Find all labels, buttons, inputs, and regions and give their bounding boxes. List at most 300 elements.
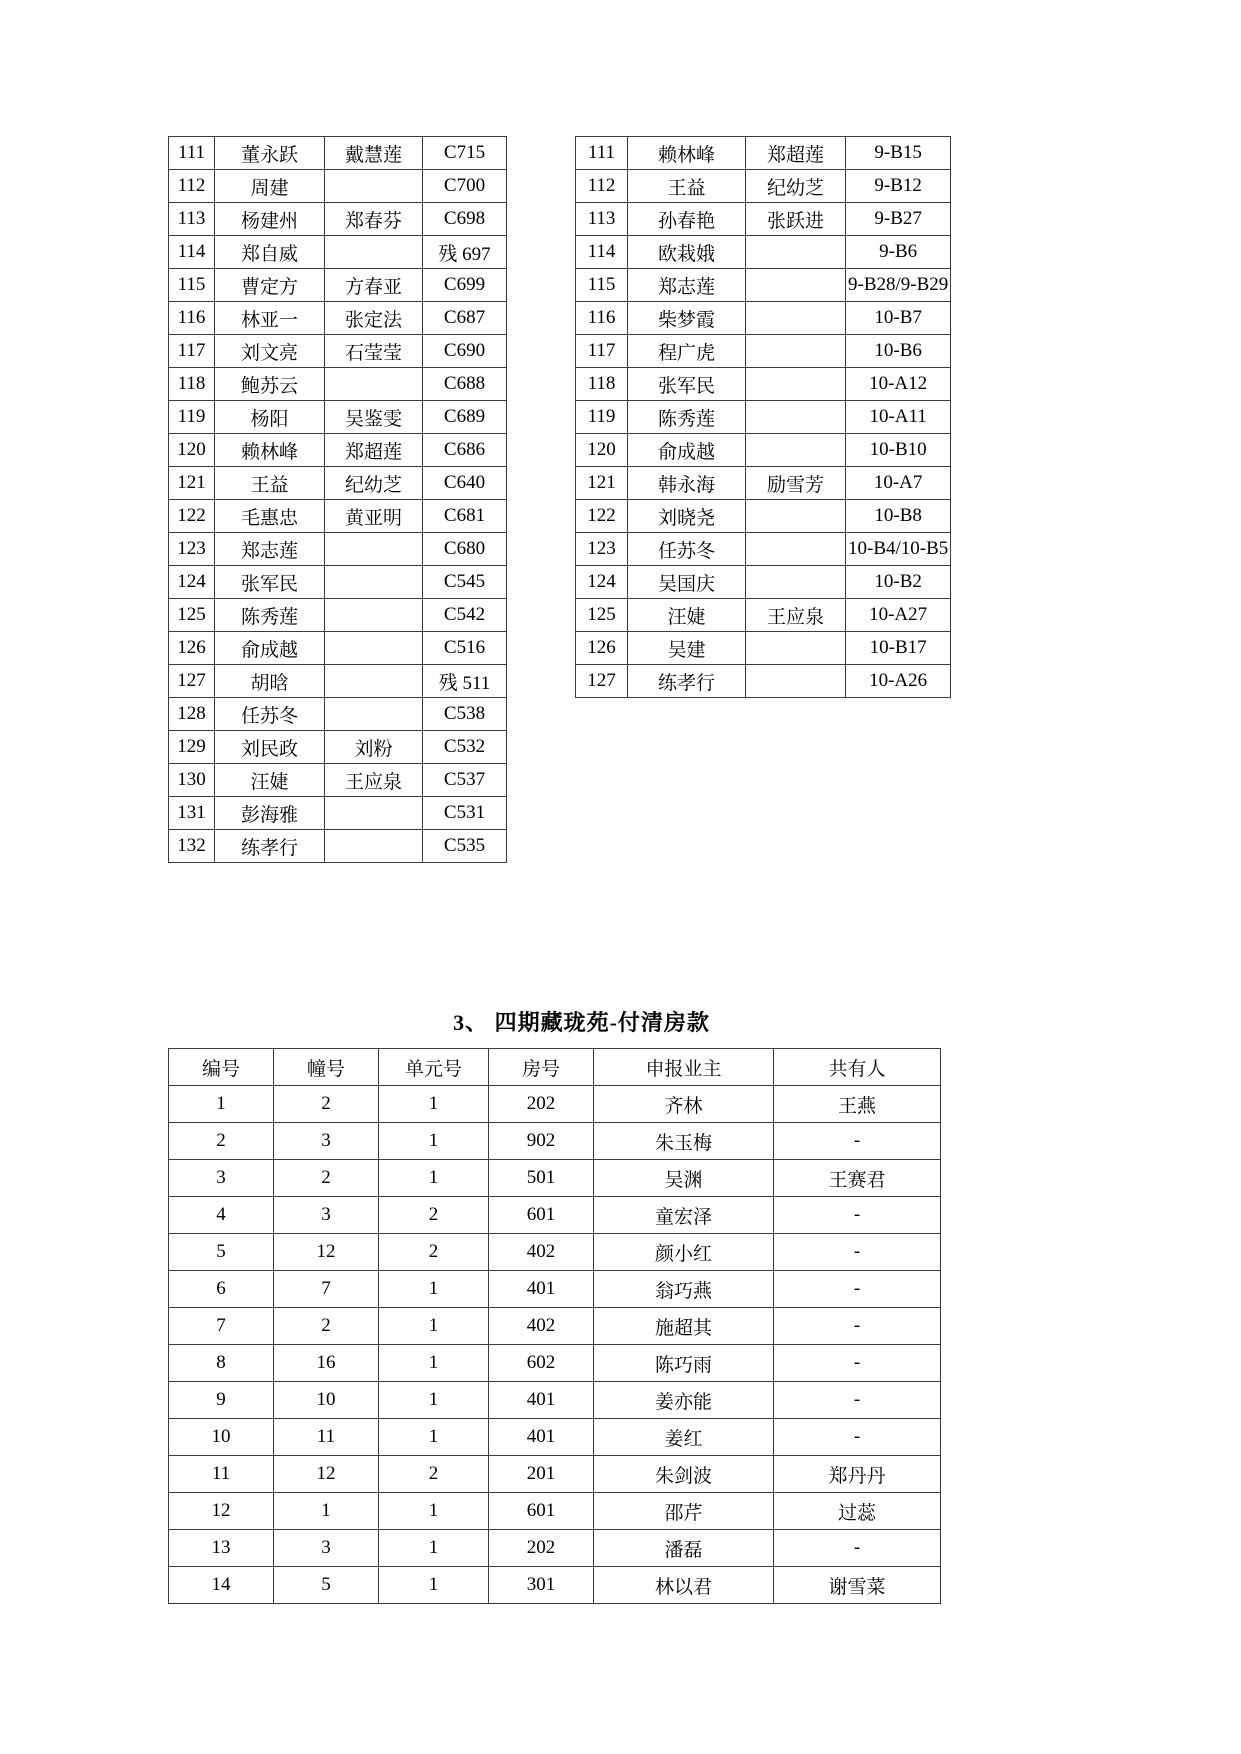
table-row xyxy=(576,269,951,302)
building-cell: 2 xyxy=(274,1086,379,1123)
owner-name-cell: 孙春艳 xyxy=(628,203,746,236)
unit-cell: 1 xyxy=(379,1271,489,1308)
room-cell: 401 xyxy=(489,1419,594,1456)
co-owner-name-cell: - xyxy=(774,1419,941,1456)
owner-name-cell: 童宏泽 xyxy=(594,1197,774,1234)
table-row xyxy=(169,1160,941,1197)
room-code-cell: C681 xyxy=(423,500,507,533)
co-owner-name-cell: 郑超莲 xyxy=(325,434,423,467)
row-number-cell: 122 xyxy=(576,500,628,533)
room-code-cell: 9-B15 xyxy=(846,137,951,170)
room-code-cell: 9-B12 xyxy=(846,170,951,203)
co-owner-name-cell xyxy=(325,368,423,401)
building-cell: 11 xyxy=(274,1419,379,1456)
row-number-cell: 126 xyxy=(576,632,628,665)
room-code-cell: C532 xyxy=(423,731,507,764)
room-code-cell: C690 xyxy=(423,335,507,368)
row-number-cell: 115 xyxy=(169,269,215,302)
co-owner-name-cell xyxy=(746,269,846,302)
co-owner-name-cell: 励雪芳 xyxy=(746,467,846,500)
owner-name-cell: 任苏冬 xyxy=(628,533,746,566)
room-code-cell: C688 xyxy=(423,368,507,401)
room-code-cell: C715 xyxy=(423,137,507,170)
room-code-cell: 9-B27 xyxy=(846,203,951,236)
room-code-cell: 残 511 xyxy=(423,665,507,698)
table-row xyxy=(576,170,951,203)
table-row xyxy=(576,632,951,665)
owner-name-cell: 陈秀莲 xyxy=(215,599,325,632)
owner-name-cell: 潘磊 xyxy=(594,1530,774,1567)
owner-name-cell: 邵芹 xyxy=(594,1493,774,1530)
table-row xyxy=(169,698,507,731)
table-row xyxy=(576,137,951,170)
table-header-row xyxy=(169,1049,941,1086)
table-row xyxy=(576,500,951,533)
unit-cell: 1 xyxy=(379,1160,489,1197)
room-code-cell: C516 xyxy=(423,632,507,665)
table-row xyxy=(169,1271,941,1308)
co-owner-name-cell xyxy=(325,797,423,830)
owner-name-cell: 张军民 xyxy=(628,368,746,401)
row-number-cell: 127 xyxy=(576,665,628,698)
room-code-cell: C537 xyxy=(423,764,507,797)
room-code-cell: C542 xyxy=(423,599,507,632)
unit-cell: 1 xyxy=(379,1086,489,1123)
table-row xyxy=(169,830,507,863)
co-owner-name-cell: - xyxy=(774,1123,941,1160)
table-row xyxy=(169,731,507,764)
row-number-cell: 118 xyxy=(576,368,628,401)
owner-name-cell: 施超其 xyxy=(594,1308,774,1345)
room-code-cell: 9-B6 xyxy=(846,236,951,269)
owner-name-cell: 杨阳 xyxy=(215,401,325,434)
owner-name-cell: 曹定方 xyxy=(215,269,325,302)
owner-name-cell: 郑志莲 xyxy=(215,533,325,566)
co-owner-name-cell xyxy=(325,698,423,731)
co-owner-name-cell xyxy=(746,500,846,533)
co-owner-name-cell xyxy=(746,434,846,467)
owner-name-cell: 练孝行 xyxy=(628,665,746,698)
owner-name-cell: 柴梦霞 xyxy=(628,302,746,335)
unit-cell: 1 xyxy=(379,1382,489,1419)
row-number-cell: 9 xyxy=(169,1382,274,1419)
co-owner-name-cell: 刘粉 xyxy=(325,731,423,764)
row-number-cell: 126 xyxy=(169,632,215,665)
owner-name-cell: 毛惠忠 xyxy=(215,500,325,533)
owners-table-right xyxy=(575,136,951,698)
row-number-cell: 117 xyxy=(576,335,628,368)
table-row xyxy=(576,599,951,632)
row-number-cell: 122 xyxy=(169,500,215,533)
row-number-cell: 112 xyxy=(169,170,215,203)
owner-name-cell: 吴渊 xyxy=(594,1160,774,1197)
co-owner-name-cell: 张定法 xyxy=(325,302,423,335)
table-row xyxy=(169,434,507,467)
table-row xyxy=(169,467,507,500)
table-row xyxy=(169,1197,941,1234)
co-owner-name-cell: - xyxy=(774,1308,941,1345)
room-code-cell: C687 xyxy=(423,302,507,335)
room-code-cell: C699 xyxy=(423,269,507,302)
table-row xyxy=(169,1234,941,1271)
room-code-cell: C531 xyxy=(423,797,507,830)
header-num-cell: 编号 xyxy=(169,1049,274,1086)
room-cell: 601 xyxy=(489,1197,594,1234)
row-number-cell: 118 xyxy=(169,368,215,401)
building-cell: 12 xyxy=(274,1456,379,1493)
owner-name-cell: 赖林峰 xyxy=(215,434,325,467)
table-row xyxy=(169,533,507,566)
owner-name-cell: 韩永海 xyxy=(628,467,746,500)
table-row xyxy=(169,1530,941,1567)
phase4-paid-table xyxy=(168,1048,941,1604)
room-code-cell: 10-A26 xyxy=(846,665,951,698)
room-code-cell: C545 xyxy=(423,566,507,599)
owner-name-cell: 彭海雅 xyxy=(215,797,325,830)
room-code-cell: 10-A7 xyxy=(846,467,951,500)
row-number-cell: 12 xyxy=(169,1493,274,1530)
unit-cell: 1 xyxy=(379,1530,489,1567)
row-number-cell: 120 xyxy=(169,434,215,467)
room-code-cell: 残 697 xyxy=(423,236,507,269)
owner-name-cell: 汪婕 xyxy=(628,599,746,632)
building-cell: 2 xyxy=(274,1160,379,1197)
row-number-cell: 6 xyxy=(169,1271,274,1308)
co-owner-name-cell: 郑春芬 xyxy=(325,203,423,236)
co-owner-name-cell: - xyxy=(774,1234,941,1271)
table-row xyxy=(576,203,951,236)
room-code-cell: 10-B8 xyxy=(846,500,951,533)
row-number-cell: 7 xyxy=(169,1308,274,1345)
table-row xyxy=(576,665,951,698)
room-code-cell: 10-B7 xyxy=(846,302,951,335)
owner-name-cell: 林亚一 xyxy=(215,302,325,335)
co-owner-name-cell: 纪幼芝 xyxy=(746,170,846,203)
row-number-cell: 124 xyxy=(169,566,215,599)
unit-cell: 1 xyxy=(379,1493,489,1530)
owner-name-cell: 练孝行 xyxy=(215,830,325,863)
owner-name-cell: 程广虎 xyxy=(628,335,746,368)
co-owner-name-cell xyxy=(325,533,423,566)
co-owner-name-cell: 郑丹丹 xyxy=(774,1456,941,1493)
building-cell: 3 xyxy=(274,1123,379,1160)
table-row xyxy=(169,665,507,698)
row-number-cell: 132 xyxy=(169,830,215,863)
row-number-cell: 10 xyxy=(169,1419,274,1456)
room-cell: 902 xyxy=(489,1123,594,1160)
owner-name-cell: 王益 xyxy=(628,170,746,203)
table-row xyxy=(169,1493,941,1530)
table-row xyxy=(169,599,507,632)
row-number-cell: 2 xyxy=(169,1123,274,1160)
header-co-owner-cell: 共有人 xyxy=(774,1049,941,1086)
co-owner-name-cell: - xyxy=(774,1345,941,1382)
co-owner-name-cell xyxy=(325,665,423,698)
owner-name-cell: 任苏冬 xyxy=(215,698,325,731)
owner-name-cell: 张军民 xyxy=(215,566,325,599)
co-owner-name-cell xyxy=(746,533,846,566)
row-number-cell: 125 xyxy=(576,599,628,632)
table-row xyxy=(169,632,507,665)
row-number-cell: 125 xyxy=(169,599,215,632)
row-number-cell: 1 xyxy=(169,1086,274,1123)
table-row xyxy=(169,1456,941,1493)
co-owner-name-cell xyxy=(746,665,846,698)
owner-name-cell: 欧栽娥 xyxy=(628,236,746,269)
table-row xyxy=(576,335,951,368)
room-code-cell: 10-B4/10-B5 xyxy=(846,533,951,566)
co-owner-name-cell: 王应泉 xyxy=(325,764,423,797)
row-number-cell: 131 xyxy=(169,797,215,830)
co-owner-name-cell xyxy=(746,368,846,401)
co-owner-name-cell: 石莹莹 xyxy=(325,335,423,368)
building-cell: 7 xyxy=(274,1271,379,1308)
table-row xyxy=(169,236,507,269)
co-owner-name-cell: 黄亚明 xyxy=(325,500,423,533)
co-owner-name-cell: 郑超莲 xyxy=(746,137,846,170)
table-row xyxy=(169,797,507,830)
room-cell: 501 xyxy=(489,1160,594,1197)
room-code-cell: 10-A11 xyxy=(846,401,951,434)
row-number-cell: 117 xyxy=(169,335,215,368)
owner-name-cell: 翁巧燕 xyxy=(594,1271,774,1308)
table-row xyxy=(169,269,507,302)
row-number-cell: 4 xyxy=(169,1197,274,1234)
co-owner-name-cell xyxy=(325,566,423,599)
row-number-cell: 112 xyxy=(576,170,628,203)
row-number-cell: 119 xyxy=(576,401,628,434)
row-number-cell: 111 xyxy=(576,137,628,170)
building-cell: 3 xyxy=(274,1197,379,1234)
room-cell: 402 xyxy=(489,1308,594,1345)
room-cell: 401 xyxy=(489,1382,594,1419)
row-number-cell: 119 xyxy=(169,401,215,434)
co-owner-name-cell xyxy=(746,236,846,269)
co-owner-name-cell xyxy=(325,599,423,632)
row-number-cell: 128 xyxy=(169,698,215,731)
unit-cell: 1 xyxy=(379,1419,489,1456)
table-row xyxy=(576,566,951,599)
table-row xyxy=(169,1345,941,1382)
room-code-cell: 10-A12 xyxy=(846,368,951,401)
owner-name-cell: 陈巧雨 xyxy=(594,1345,774,1382)
co-owner-name-cell xyxy=(746,302,846,335)
row-number-cell: 116 xyxy=(576,302,628,335)
room-code-cell: C680 xyxy=(423,533,507,566)
owner-name-cell: 朱剑波 xyxy=(594,1456,774,1493)
owner-name-cell: 汪婕 xyxy=(215,764,325,797)
building-cell: 5 xyxy=(274,1567,379,1604)
co-owner-name-cell xyxy=(746,401,846,434)
owner-name-cell: 赖林峰 xyxy=(628,137,746,170)
row-number-cell: 121 xyxy=(576,467,628,500)
room-code-cell: 10-B6 xyxy=(846,335,951,368)
table-row xyxy=(576,401,951,434)
room-cell: 202 xyxy=(489,1086,594,1123)
room-code-cell: C640 xyxy=(423,467,507,500)
owner-name-cell: 陈秀莲 xyxy=(628,401,746,434)
room-cell: 201 xyxy=(489,1456,594,1493)
row-number-cell: 123 xyxy=(576,533,628,566)
header-building-cell: 幢号 xyxy=(274,1049,379,1086)
building-cell: 3 xyxy=(274,1530,379,1567)
owner-name-cell: 吴国庆 xyxy=(628,566,746,599)
header-owner-cell: 申报业主 xyxy=(594,1049,774,1086)
co-owner-name-cell: 王应泉 xyxy=(746,599,846,632)
row-number-cell: 113 xyxy=(576,203,628,236)
row-number-cell: 13 xyxy=(169,1530,274,1567)
owner-name-cell: 胡晗 xyxy=(215,665,325,698)
building-cell: 10 xyxy=(274,1382,379,1419)
table-row xyxy=(169,401,507,434)
owner-name-cell: 颜小红 xyxy=(594,1234,774,1271)
owner-name-cell: 俞成越 xyxy=(215,632,325,665)
unit-cell: 2 xyxy=(379,1456,489,1493)
unit-cell: 1 xyxy=(379,1567,489,1604)
row-number-cell: 114 xyxy=(169,236,215,269)
co-owner-name-cell: 张跃进 xyxy=(746,203,846,236)
table-row xyxy=(169,764,507,797)
co-owner-name-cell: 方春亚 xyxy=(325,269,423,302)
room-code-cell: C689 xyxy=(423,401,507,434)
row-number-cell: 127 xyxy=(169,665,215,698)
table-row xyxy=(169,1567,941,1604)
co-owner-name-cell: - xyxy=(774,1271,941,1308)
table-row xyxy=(169,1123,941,1160)
table-row xyxy=(169,1382,941,1419)
room-code-cell: 10-B2 xyxy=(846,566,951,599)
row-number-cell: 113 xyxy=(169,203,215,236)
owner-name-cell: 林以君 xyxy=(594,1567,774,1604)
row-number-cell: 130 xyxy=(169,764,215,797)
co-owner-name-cell xyxy=(746,335,846,368)
co-owner-name-cell: 王燕 xyxy=(774,1086,941,1123)
room-code-cell: C698 xyxy=(423,203,507,236)
building-cell: 16 xyxy=(274,1345,379,1382)
row-number-cell: 115 xyxy=(576,269,628,302)
co-owner-name-cell xyxy=(325,236,423,269)
table-row xyxy=(169,203,507,236)
owner-name-cell: 王益 xyxy=(215,467,325,500)
room-cell: 402 xyxy=(489,1234,594,1271)
unit-cell: 2 xyxy=(379,1197,489,1234)
co-owner-name-cell xyxy=(325,830,423,863)
owner-name-cell: 俞成越 xyxy=(628,434,746,467)
row-number-cell: 114 xyxy=(576,236,628,269)
room-code-cell: C686 xyxy=(423,434,507,467)
room-code-cell: 10-A27 xyxy=(846,599,951,632)
owners-table-left xyxy=(168,136,507,863)
co-owner-name-cell xyxy=(746,632,846,665)
owner-name-cell: 周建 xyxy=(215,170,325,203)
owner-name-cell: 鲍苏云 xyxy=(215,368,325,401)
co-owner-name-cell: 过蕊 xyxy=(774,1493,941,1530)
table-row xyxy=(576,368,951,401)
co-owner-name-cell xyxy=(325,632,423,665)
row-number-cell: 121 xyxy=(169,467,215,500)
row-number-cell: 129 xyxy=(169,731,215,764)
room-cell: 301 xyxy=(489,1567,594,1604)
table-row xyxy=(169,368,507,401)
row-number-cell: 123 xyxy=(169,533,215,566)
owner-name-cell: 齐林 xyxy=(594,1086,774,1123)
table-row xyxy=(576,434,951,467)
co-owner-name-cell: - xyxy=(774,1382,941,1419)
room-code-cell: 9-B28/9-B29 xyxy=(846,269,951,302)
unit-cell: 1 xyxy=(379,1308,489,1345)
room-cell: 202 xyxy=(489,1530,594,1567)
building-cell: 12 xyxy=(274,1234,379,1271)
table-row xyxy=(169,566,507,599)
table-row xyxy=(576,533,951,566)
table-row xyxy=(576,236,951,269)
room-code-cell: C700 xyxy=(423,170,507,203)
header-room-cell: 房号 xyxy=(489,1049,594,1086)
row-number-cell: 14 xyxy=(169,1567,274,1604)
row-number-cell: 124 xyxy=(576,566,628,599)
table-row xyxy=(169,170,507,203)
room-cell: 602 xyxy=(489,1345,594,1382)
room-cell: 401 xyxy=(489,1271,594,1308)
row-number-cell: 5 xyxy=(169,1234,274,1271)
owner-name-cell: 郑自威 xyxy=(215,236,325,269)
row-number-cell: 116 xyxy=(169,302,215,335)
table-row xyxy=(576,467,951,500)
owner-name-cell: 杨建州 xyxy=(215,203,325,236)
unit-cell: 1 xyxy=(379,1345,489,1382)
owner-name-cell: 刘晓尧 xyxy=(628,500,746,533)
building-cell: 2 xyxy=(274,1308,379,1345)
table-row xyxy=(169,1419,941,1456)
table-row xyxy=(169,500,507,533)
row-number-cell: 111 xyxy=(169,137,215,170)
room-code-cell: 10-B17 xyxy=(846,632,951,665)
room-code-cell: C535 xyxy=(423,830,507,863)
co-owner-name-cell: 王赛君 xyxy=(774,1160,941,1197)
table-row xyxy=(169,302,507,335)
room-code-cell: 10-B10 xyxy=(846,434,951,467)
room-code-cell: C538 xyxy=(423,698,507,731)
unit-cell: 1 xyxy=(379,1123,489,1160)
table-row xyxy=(576,302,951,335)
owner-name-cell: 刘文亮 xyxy=(215,335,325,368)
table-row xyxy=(169,335,507,368)
section-heading: 3、 四期藏珑苑-付清房款 xyxy=(453,1010,710,1035)
co-owner-name-cell: 纪幼芝 xyxy=(325,467,423,500)
co-owner-name-cell xyxy=(325,170,423,203)
row-number-cell: 8 xyxy=(169,1345,274,1382)
row-number-cell: 120 xyxy=(576,434,628,467)
owner-name-cell: 姜亦能 xyxy=(594,1382,774,1419)
building-cell: 1 xyxy=(274,1493,379,1530)
co-owner-name-cell: 谢雪菜 xyxy=(774,1567,941,1604)
owner-name-cell: 董永跃 xyxy=(215,137,325,170)
co-owner-name-cell: - xyxy=(774,1197,941,1234)
owner-name-cell: 朱玉梅 xyxy=(594,1123,774,1160)
room-cell: 601 xyxy=(489,1493,594,1530)
owner-name-cell: 刘民政 xyxy=(215,731,325,764)
table-row xyxy=(169,137,507,170)
owner-name-cell: 郑志莲 xyxy=(628,269,746,302)
co-owner-name-cell: 吴鉴雯 xyxy=(325,401,423,434)
table-row xyxy=(169,1086,941,1123)
owner-name-cell: 姜红 xyxy=(594,1419,774,1456)
table-row xyxy=(169,1308,941,1345)
row-number-cell: 11 xyxy=(169,1456,274,1493)
row-number-cell: 3 xyxy=(169,1160,274,1197)
co-owner-name-cell: 戴慧莲 xyxy=(325,137,423,170)
unit-cell: 2 xyxy=(379,1234,489,1271)
